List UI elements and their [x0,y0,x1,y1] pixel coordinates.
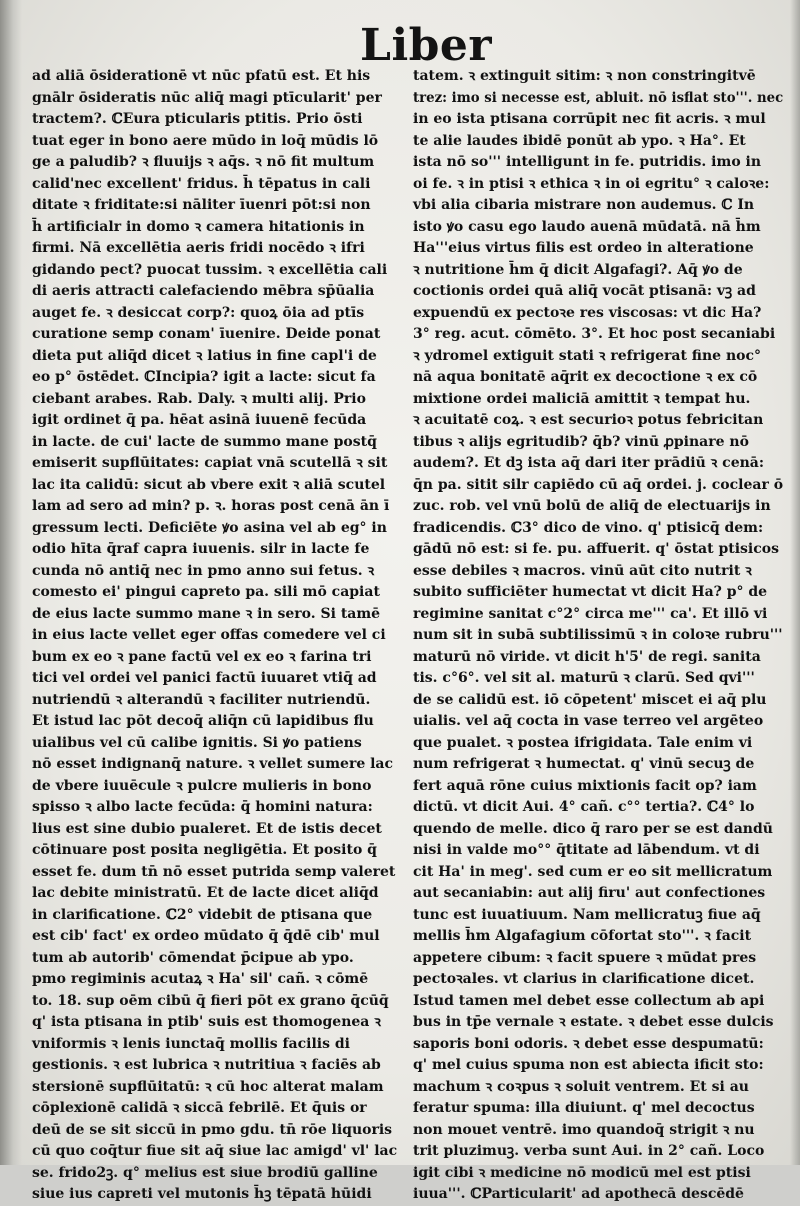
text-line: curatione semp conam' īuenire. Deide ponat [32,326,381,342]
running-head: Liber [360,20,493,71]
text-line: Et istud lac pōt decoq̄ aliq̄n cū lapidibus flu [32,713,374,729]
text-line: pmo regiminis acutaꝝ ꝛ Ha' sil' cañ. ꝛ cōmē [32,971,369,987]
text-line: que pualet. ꝛ postea ifrigidata. Tale enim vi [413,734,753,751]
text-line: ꝛ nutritione h̄m q̄ dicit Algafagi?. Aq̄ ꝟo de [413,261,743,278]
text-line: machum ꝛ coꝛpus ꝛ soluit ventrem. Et si au [413,1078,749,1095]
text-line: Ha'''eius virtus filis est ordeo in alteratione [413,240,754,256]
text-line: vniformis ꝛ lenis iunctaq̄ mollis facilis di [32,1035,350,1052]
text-line: di aeris attracti calefaciendo mēbra sp̄ūalia [32,283,375,299]
page-edge-shadow [790,0,800,1165]
text-line: esse debiles ꝛ macros. vinū aūt cito nutrit ꝛ [413,562,752,579]
text-line: feratur spuma: illa diuiunt. q' mel decoctus [413,1100,755,1116]
text-line: lam ad sero ad min? p. ꝛ. horas post cenā ān ī [32,498,390,514]
text-line: cit Ha' in meg'. sed cum er eo sit mellicratum [413,863,773,880]
text-line: ista nō so''' intelligunt in fe. putridis. imo in [413,154,762,170]
text-line: pectoꝛales. vt clarius in clarificatione dicet. [413,971,755,987]
text-line: tatem. ꝛ extinguit sitim: ꝛ non constringitvē [413,68,756,84]
text-line: ditate ꝛ friditate:si nāliter īuenri pōt:si non [32,197,371,213]
text-line: nā aqua bonitatē aq̄rit ex decoctione ꝛ ex cō [413,369,758,385]
text-line: lac ita calidū: sicut ab vbere exit ꝛ aliā scutel [32,476,386,493]
text-line: se. frido2ꝫ. q° melius est siue brodiū galline [32,1164,378,1181]
text-line: stersionē supflūitatū: ꝛ cū hoc alterat malam [32,1078,384,1095]
text-line: dieta put aliq̄d dicet ꝛ latius in fine capl'i de [32,347,377,364]
text-line: maturū nō viride. vt dicit h'5' de regi. sanita [413,648,761,665]
text-line: expuendū ex pectoꝛe res viscosas: vt dic Ha? [413,304,762,321]
text-line: fradicendis. ℂ3° dico de vino. q' ptisicq̄ dem: [413,519,764,536]
text-line: ꝛ acuitatē coꝝ. ꝛ est securioꝛ potus febricitan [413,412,764,428]
text-line: trez: imo si necesse est, abluit. nō isflat sto'''. nec [413,89,784,106]
text-line: in clarificatione. ℂ2° videbit de ptisana que [32,906,373,923]
text-line: nisi in valde mo°° q̄titate ad lābendum. vt di [413,842,760,858]
text-line: eo p° ōstēdet. ℂIncipia? igit a lacte: sicut fa [32,369,376,385]
text-line: uialibus vel cū calibe ignitis. Si ꝟo patiens [32,734,362,751]
text-line: fert aquā rōne cuius mixtionis facit op? iam [413,777,757,794]
text-line: te alie laudes ibidē ponūt ab ypo. ꝛ Ha°. Et [413,132,746,149]
text-line: dictū. vt dicit Aui. 4° cañ. c°° tertia?. ℂ4° lo [413,799,755,815]
text-line: tuat eger in bono aere mūdo in loq̄ mūdis lō [32,132,379,149]
text-line: Istud tamen mel debet esse collectum ab api [413,992,765,1009]
text-line: oi fe. ꝛ in ptisi ꝛ ethica ꝛ in oi egritu° ꝛ caloꝛe: [413,175,770,192]
text-line: bus in tp̄e vernale ꝛ estate. ꝛ debet esse dulcis [413,1014,774,1030]
text-line: de se calidū est. iō cōpetent' miscet ei aq̄ plu [413,691,767,708]
text-line: q' ista ptisana in ptib' suis est thomogenea ꝛ [32,1014,381,1030]
text-line: zuc. rob. vel vnū bolū de aliq̄ de electuarijs in [413,498,771,514]
text-line: tunc est iuuatiuum. Nam mellicratuꝫ fiue aq̄ [413,906,761,923]
text-line: gestionis. ꝛ est lubrica ꝛ nutritiua ꝛ faciēs ab [32,1057,381,1073]
text-line: de vbere iuuēcule ꝛ pulcre mulieris in bono [32,777,372,794]
text-line: tibus ꝛ alijs egritudib? q̄b? vinū ꝓpinare nō [413,433,749,450]
text-line: emiserit supflūitates: capiat vnā scutellā ꝛ sit [32,455,388,471]
text-line: esset fe. dum tn̄ nō esset putrida semp valeret [32,863,396,880]
text-line: tractem?. ℂEura pticularis ptitis. Prio ōsti [32,111,363,127]
text-line: trit pluzimuꝫ. verba sunt Aui. in 2° cañ. Loco [413,1143,765,1159]
text-line: igit ordinet q̄ pa. hēat asinā iuuenē fecūda [32,412,367,428]
left-text-column [32,66,400,1206]
text-line: h̄ artificialr in domo ꝛ camera hitationis in [32,218,365,235]
text-line: cunda nō antiq̄ nec in pmo anno sui fetus. ꝛ [32,562,375,579]
text-line: siue ius capreti vel mutonis h̄ꝫ tēpatā hūidi [32,1186,372,1202]
text-line: de eius lacte summo mane ꝛ in sero. Si tamē [32,605,381,622]
text-line: bum ex eo ꝛ pane factū vel ex eo ꝛ farina tri [32,648,372,665]
text-line: num sit in subā subtilissimū ꝛ in coloꝛe rubru''' [413,627,783,643]
text-line: igit cibi ꝛ medicine nō modicū mel est ptisi [413,1164,751,1181]
text-line: tici vel ordei vel panici factū iuuaret vtiq̄ ad [32,670,377,686]
text-line: lac debite ministratū. Et de lacte dicet aliq̄d [32,885,379,901]
text-line: aut secaniabin: aut alij firu' aut confectiones [413,885,766,901]
text-line: comesto ei' pingui capreto pa. sili mō capiat [32,584,380,600]
text-line: uialis. vel aq̄ cocta in vase terreo vel argēteo [413,713,764,729]
text-line: ciebant arabes. Rab. Daly. ꝛ multi alij. Prio [32,390,366,407]
text-line: lius est sine dubio pualeret. Et de istis decet [32,820,382,837]
text-line: cōtinuare post posita negligētia. Et posito q̄ [32,842,377,858]
text-line: firmi. Nā excellētia aeris fridi nocēdo ꝛ ifri [32,240,365,256]
text-line: mellis h̄m Algafagium cōfortat sto'''. ꝛ facit [413,928,752,944]
text-line: in eo ista ptisana corrūpit nec fit acris. ꝛ mul [413,111,766,127]
text-line: nutriendū ꝛ alterandū ꝛ faciliter nutriendū. [32,691,371,708]
text-line: mixtione ordei maliciā amittit ꝛ tempat hu. [413,390,751,407]
text-line: cōplexionē calidā ꝛ siccā febrilē. Et q̄uis or [32,1100,367,1116]
text-line: tis. c°6°. vel sit al. maturū ꝛ clarū. Sed qvi''' [413,670,755,686]
text-line: 3° reg. acut. cōmēto. 3°. Et hoc post secaniabi [413,326,776,342]
text-line: non mouet ventrē. imo quandoq̄ strigit ꝛ nu [413,1121,755,1138]
text-line: cū quo coq̄tur fiue sit aq̄ siue lac amigd' vl' lac [32,1143,398,1159]
text-line: ad aliā ōsiderationē vt nūc pfatū est. Et his [32,68,371,84]
right-text-column [413,66,783,1206]
text-line: audem?. Et dꝫ ista aq̄ dari iter prādiū ꝛ cenā: [413,455,765,471]
text-line: spisso ꝛ albo lacte fecūda: q̄ homini natura: [32,799,373,815]
text-line: tum ab autorib' cōmendat p̄cipue ab ypo. [32,949,354,966]
text-line: isto ꝟo casu ego laudo auenā mūdatā. nā h̄m [413,218,761,235]
text-line: appetere cibum: ꝛ facit spuere ꝛ mūdat pres [413,949,757,966]
text-line: calid'nec excellent' fridus. h̄ tēpatus in cali [32,175,371,192]
page-gutter-shadow [0,0,22,1165]
text-line: ge a paludib? ꝛ fluuijs ꝛ aq̄s. ꝛ nō fit multum [32,154,375,170]
text-line: q' mel cuius spuma non est abiecta ificit sto: [413,1057,764,1073]
text-line: gnālr ōsideratis nūc aliq̄ magi ptīcularit' per [32,89,382,106]
text-line: to. 18. sup oēm cibū q̄ fieri pōt ex grano q̄cūq̄ [32,992,389,1009]
text-line: iuua'''. ℂParticularit' ad apothecā descēdē [413,1186,744,1202]
text-line: saporis boni odoris. ꝛ debet esse despumatū: [413,1035,764,1052]
text-line: deū de se sit siccū in pmo gdu. tn̄ rōe liquoris [32,1121,393,1138]
text-line: ꝛ ydromel extiguit stati ꝛ refrigerat fine noc° [413,347,761,364]
text-line: gidando pect? puocat tussim. ꝛ excellētia cali [32,261,388,278]
text-line: coctionis ordei quā aliq̄ vocāt ptisanā: vꝫ ad [413,283,756,299]
text-line: est cib' fact' ex ordeo mūdato q̄ q̄dē cib' mul [32,928,380,944]
text-line: quendo de melle. dico q̄ raro per se est dandū [413,820,773,837]
text-line: subito sufficiēter humectat vt dicit Ha? p° de [413,584,768,600]
text-line: nō esset indignanq̄ nature. ꝛ vellet sumere lac [32,756,394,772]
text-line: auget fe. ꝛ desiccat corp?: quoꝝ ōia ad ptīs [32,304,365,321]
text-line: vbi alia cibaria mistrare non audemus. ℂ In [413,197,755,213]
text-line: gādū nō est: si fe. pu. affuerit. q' ōstat ptisicos [413,541,779,557]
text-line: num refrigerat ꝛ humectat. q' vinū secuꝫ de [413,756,755,772]
text-line: q̄n pa. sitit silr capiēdo cū aq̄ ordei. j. coclear ō [413,476,784,493]
text-line: regimine sanitat c°2° circa me''' ca'. Et illō vi [413,605,768,622]
text-line: odio hīta q̄raf capra iuuenis. silr in lacte fe [32,541,370,557]
text-line: gressum lecti. Deficiēte ꝟo asina vel ab eg° in [32,519,387,536]
text-line: in lacte. de cui' lacte de summo mane postq̄ [32,433,377,450]
text-line: in eius lacte vellet eger offas comedere vel ci [32,627,386,643]
